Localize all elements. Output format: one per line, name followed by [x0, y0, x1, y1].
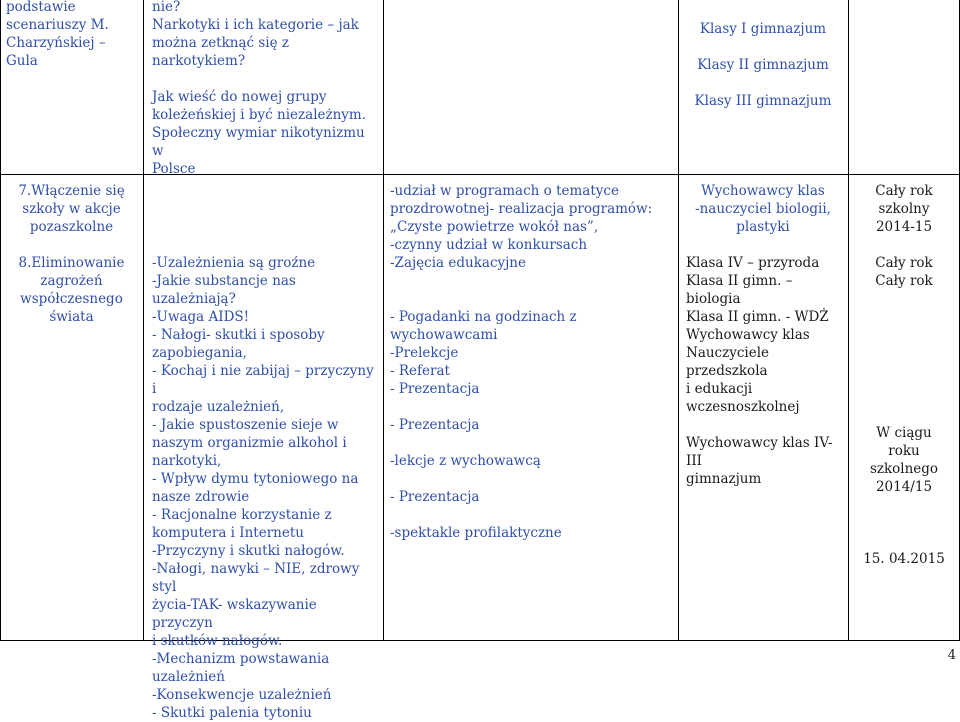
text-line: Klasy I gimnazjum: [699, 21, 827, 37]
page-number: 4: [947, 648, 956, 663]
prev-row-basis: [6, 0, 140, 70]
row8-term-school-year: [849, 424, 959, 496]
prev-row-topics: [152, 0, 380, 178]
text-line: Klasy II gimnazjum: [697, 57, 829, 73]
text-line: szkoły w akcje: [22, 201, 121, 217]
text-line: można zetknąć się z narkotykiem?: [152, 35, 290, 69]
text-line: Społeczny wymiar nikotynizmu w: [152, 125, 365, 159]
text-line: Cały rok: [875, 273, 933, 289]
prev-row-classes: [678, 20, 848, 110]
text-line: i skutków nałogów.: [152, 633, 283, 649]
text-line: -Uzależnienia są groźne: [152, 255, 316, 271]
text-line: plastyki: [736, 219, 790, 235]
text-line: naszym organizmie alkohol i: [152, 435, 347, 451]
text-line: Klasa IV – przyroda: [686, 255, 820, 271]
text-line: [678, 74, 848, 92]
text-line: - Prezentacja: [390, 417, 480, 433]
text-line: [390, 506, 675, 524]
text-line: -lekcje z wychowawcą: [390, 453, 541, 469]
text-line: prozdrowotnej- realizacja programów:: [390, 201, 653, 217]
text-line: świata: [49, 309, 94, 325]
text-line: - Wpływ dymu tytoniowego na: [152, 471, 359, 487]
row8-term-top: [849, 254, 959, 290]
text-line: koleżeńskiej i być niezależnym.: [152, 107, 367, 123]
text-line: Wychowawcy klas IV-III: [686, 435, 833, 469]
text-line: -Przyczyny i skutki nałogów.: [152, 543, 345, 559]
text-line: i edukacji: [686, 381, 753, 397]
row8-term-date: 15. 04.2015: [863, 551, 945, 567]
row8-responsible: [686, 254, 848, 488]
text-line: gimnazjum: [686, 471, 762, 487]
text-line: - Prezentacja: [390, 381, 480, 397]
text-line: współczesnego: [20, 291, 123, 307]
text-line: nasze zdrowie: [152, 489, 250, 505]
text-line: - Racjonalne korzystanie z: [152, 507, 332, 523]
text-line: Klasa II gimn. - WDŻ: [686, 309, 829, 325]
row7-term: [849, 182, 959, 236]
text-line: -nauczyciel biologii,: [695, 201, 831, 217]
text-line: [390, 290, 675, 308]
text-line: -Prelekcje: [390, 345, 459, 361]
text-line: Cały rok: [875, 255, 933, 271]
text-line: -Zajęcia edukacyjne: [390, 255, 526, 271]
text-line: - Nałogi- skutki i sposoby: [152, 327, 325, 343]
text-line: Jak wieść do nowej grupy: [152, 89, 327, 105]
text-line: [390, 398, 675, 416]
text-line: Wychowawcy klas: [686, 327, 810, 343]
text-line: - Kochaj i nie zabijaj – przyczyny i: [152, 363, 374, 397]
text-line: -czynny udział w konkursach: [390, 237, 588, 253]
text-line: - Jakie spustoszenie sieje w: [152, 417, 339, 433]
text-line: pozaszkolne: [29, 219, 114, 235]
text-line: „Czyste powietrze wokół nas”,: [390, 219, 599, 235]
text-line: podstawie: [6, 0, 76, 15]
text-line: rodzaje uzależnień,: [152, 399, 285, 415]
text-line: 2014-15: [875, 219, 933, 235]
text-line: -Konsekwencje uzależnień: [152, 687, 332, 703]
text-line: -spektakle profilaktyczne: [390, 525, 562, 541]
text-line: nie?: [152, 0, 181, 15]
row7-forms: [390, 182, 675, 254]
text-line: szkolny: [878, 201, 930, 217]
text-line: - Pogadanki na godzinach z wychowawcami: [390, 309, 577, 343]
text-line: W ciągu: [876, 425, 932, 441]
text-line: - Referat: [390, 363, 450, 379]
text-line: 2014/15: [875, 479, 933, 495]
text-line: -Mechanizm powstawania: [152, 651, 330, 667]
text-line: -udział w programach o tematyce: [390, 183, 619, 199]
text-line: [390, 470, 675, 488]
text-line: -Uwaga AIDS!: [152, 309, 250, 325]
text-line: życia-TAK- wskazywanie przyczyn: [152, 597, 317, 631]
row7-task: [2, 182, 141, 236]
text-line: scenariuszy M.: [6, 17, 109, 33]
text-line: - Prezentacja: [390, 489, 480, 505]
text-line: zagrożeń: [40, 273, 103, 289]
text-line: Klasa II gimn. – biologia: [686, 273, 793, 307]
text-line: narkotyki,: [152, 453, 222, 469]
text-line: Narkotyki i ich kategorie – jak: [152, 17, 359, 33]
text-line: komputera i Internetu: [152, 525, 304, 541]
text-line: uzależnień: [152, 669, 225, 685]
text-line: - Skutki palenia tytoniu: [152, 705, 312, 721]
row8-forms: [390, 254, 675, 542]
text-line: [686, 416, 848, 434]
row8-topics: [152, 254, 380, 722]
text-line: [390, 434, 675, 452]
text-line: Polsce: [152, 161, 196, 177]
text-line: wczesnoszkolnej: [686, 399, 800, 415]
text-line: Klasy III gimnazjum: [694, 93, 832, 109]
text-line: Cały rok: [875, 183, 933, 199]
text-line: -Jakie substancje nas uzależniają?: [152, 273, 296, 307]
text-line: -Nałogi, nawyki – NIE, zdrowy styl: [152, 561, 360, 595]
row8-task: [2, 254, 141, 326]
text-line: 8.Eliminowanie: [18, 255, 125, 271]
text-line: [390, 272, 675, 290]
text-line: [152, 70, 380, 88]
text-line: Charzyńskiej – Gula: [6, 35, 106, 69]
text-line: [678, 38, 848, 56]
text-line: zapobiegania,: [152, 345, 247, 361]
text-line: roku: [888, 443, 920, 459]
text-line: Wychowawcy klas: [701, 183, 825, 199]
row7-responsible: [678, 182, 848, 236]
text-line: szkolnego: [869, 461, 939, 477]
text-line: Nauczyciele przedszkola: [686, 345, 770, 379]
text-line: 7.Włączenie się: [18, 183, 125, 199]
